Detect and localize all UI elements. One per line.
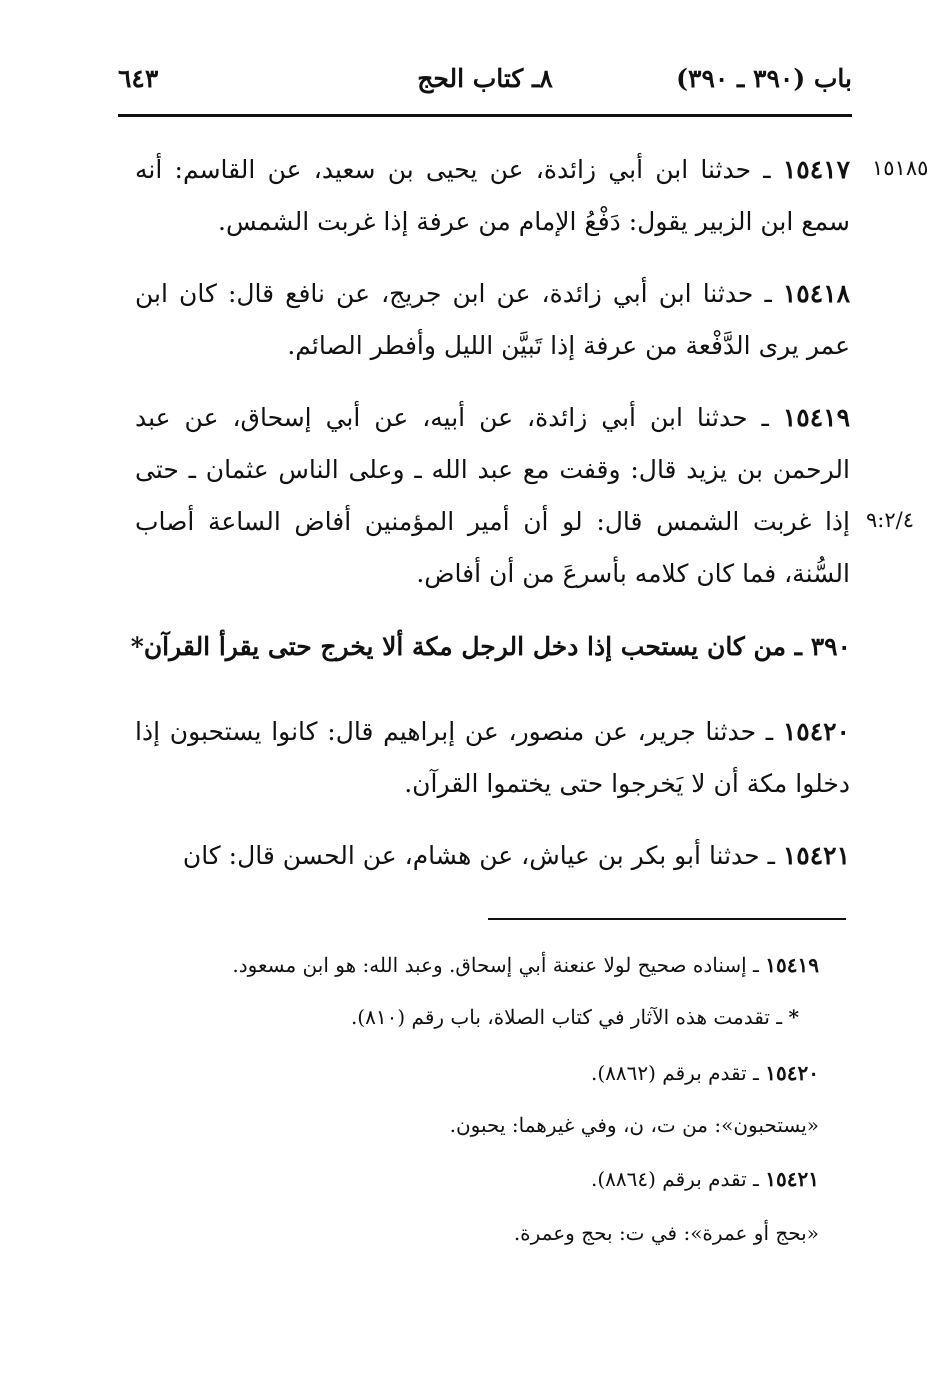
footnote-number: ١٥٤١٩ [765, 953, 819, 977]
entry-text: ـ حدثنا ابن أبي زائدة، عن يحيى بن سعيد، عن القاسم: أنه سمع ابن الزبير يقول: دَفْعُ الإمام من عرفة إذا غربت الشمس. [135, 155, 850, 236]
footnote-text: «بحج أو عمرة»: في ت: بحج وعمرة. [513, 1221, 819, 1245]
footnote [514, 1218, 819, 1248]
page-number: ٦٤٣ [118, 64, 159, 93]
footnote [232, 950, 819, 980]
entry-text: ـ حدثنا جرير، عن منصور، عن إبراهيم قال: كانوا يستحبون إذا دخلوا مكة أن لا يَخرجوا حتى يختموا القرآن. [135, 717, 850, 798]
entry-text: ـ حدثنا أبو بكر بن عياش، عن هشام، عن الحسن قال: كان [182, 841, 775, 870]
entry-15417 [135, 144, 850, 248]
margin-ref-top: ١٥١٨٥ [872, 156, 929, 180]
chapter-heading: ٣٩٠ ـ من كان يستحب إذا دخل الرجل مكة ألا يخرج حتى يقرأ القرآن* [130, 632, 851, 661]
entry-15418 [135, 268, 850, 372]
footnote-rule [488, 918, 846, 920]
entry-number: ١٥٤١٧ [782, 155, 851, 184]
entry-text: ـ حدثنا ابن أبي زائدة، عن أبيه، عن أبي إسحاق، عن عبد الرحمن بن يزيد قال: وقفت مع عبد الله ـ وعلى الناس عثمان ـ حتى إذا غربت الشمس قال: لو أن أمير المؤمنين أفاض الساعة أصاب السُّنة، فما كان كلامه بأسرعَ من أن أفاض. [135, 403, 850, 588]
header-rule [118, 114, 852, 117]
footnote [591, 1058, 819, 1088]
entry-number: ١٥٤١٩ [782, 403, 851, 432]
footnote-text: ـ تقدم برقم (٨٨٦٢). [591, 1061, 759, 1085]
footnote-text: ـ تقدمت هذه الآثار في كتاب الصلاة، باب رقم (٨١٠). [350, 1005, 783, 1029]
running-header [118, 64, 852, 110]
footnote-text: ـ إسناده صحيح لولا عنعنة أبي إسحاق. وعبد الله: هو ابن مسعود. [232, 953, 759, 977]
footnote [591, 1164, 819, 1194]
entry-number: ١٥٤٢١ [782, 841, 850, 870]
entry-number: ١٥٤٢٠ [782, 717, 850, 746]
entry-15420 [135, 706, 850, 810]
entry-text: ـ حدثنا ابن أبي زائدة، عن ابن جريج، عن نافع قال: كان ابن عمر يرى الدَّفْعة من عرفة إذا تَبيَّن الليل وأفطر الصائم. [135, 279, 850, 360]
footnote-number: * [788, 1005, 799, 1029]
margin-ref-mid: ٩:٢/٤ [866, 508, 914, 532]
footnote [351, 1002, 799, 1032]
footnote-text: ـ تقدم برقم (٨٨٦٤). [591, 1167, 759, 1191]
footnote [450, 1110, 819, 1140]
entry-15421 [135, 830, 850, 882]
footnote-number: ١٥٤٢١ [765, 1167, 819, 1191]
header-book-title: ٨ـ كتاب الحج [417, 64, 553, 93]
entry-number: ١٥٤١٨ [782, 279, 850, 308]
footnote-text: «يستحبون»: من ت، ن، وفي غيرهما: يحبون. [449, 1113, 819, 1137]
header-section: باب (٣٩٠ ـ ٣٩٠) [676, 64, 852, 93]
entry-15419 [135, 392, 850, 600]
footnote-number: ١٥٤٢٠ [765, 1061, 819, 1085]
